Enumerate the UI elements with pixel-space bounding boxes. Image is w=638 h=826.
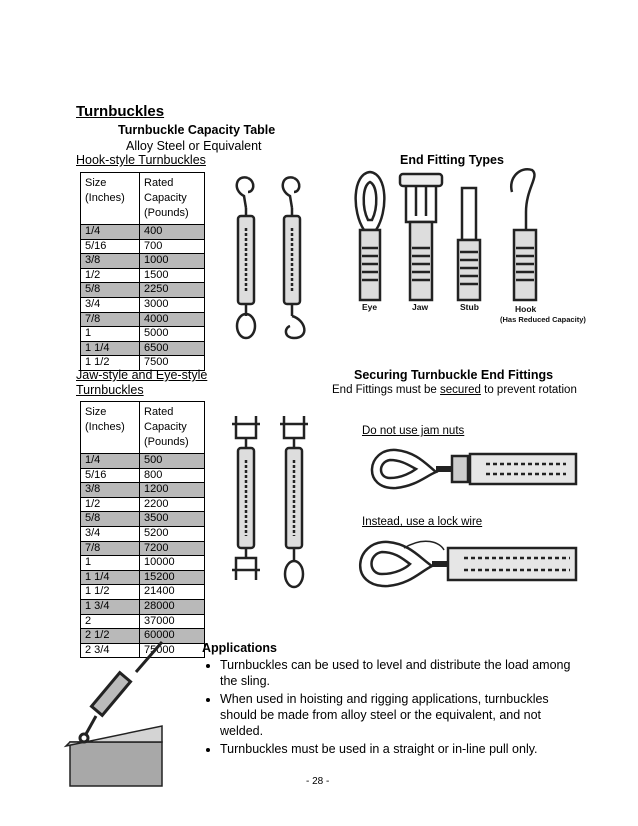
- page-title: Turnbuckles: [76, 103, 165, 120]
- table-row: [81, 225, 205, 240]
- capacity-cell: 37000: [140, 614, 205, 629]
- end-fitting-types-illustration: [340, 168, 586, 336]
- table-row: [81, 585, 205, 600]
- size-cell: 2 3/4: [81, 643, 140, 658]
- capacity-cell: 1500: [140, 268, 205, 283]
- jaw-section-label-line2: Turnbuckles: [76, 383, 144, 397]
- table-row: [81, 541, 205, 556]
- capacity-column-header: Rated Capacity (Pounds): [140, 402, 205, 454]
- capacity-cell: 2200: [140, 497, 205, 512]
- capacity-cell: 1200: [140, 483, 205, 498]
- hook-note: (Has Reduced Capacity): [500, 315, 586, 324]
- capacity-cell: 400: [140, 225, 205, 240]
- end-fitting-types-heading: End Fitting Types: [400, 153, 504, 167]
- table-row: [81, 556, 205, 571]
- table-subtitle: Alloy Steel or Equivalent: [126, 139, 262, 153]
- capacity-cell: 21400: [140, 585, 205, 600]
- securing-note-emph: secured: [440, 384, 481, 396]
- table-row: [81, 254, 205, 269]
- application-item: • Turnbuckles can be used to level and distribute the load among the sling.: [220, 657, 580, 689]
- securing-note-after: to prevent rotation: [480, 384, 577, 396]
- size-cell: 1 3/4: [81, 599, 140, 614]
- capacity-cell: 500: [140, 454, 205, 469]
- application-item: • When used in hoisting and rigging applications, turnbuckles should be made from alloy steel or the equivalent, and not welded.: [220, 691, 580, 739]
- size-cell: 1/2: [81, 268, 140, 283]
- capacity-cell: 10000: [140, 556, 205, 571]
- jaw-section-label-line1: Jaw-style and Eye-style: [76, 368, 208, 382]
- size-cell: 3/4: [81, 297, 140, 312]
- size-column-header: Size (Inches): [81, 402, 140, 454]
- table-row: [81, 526, 205, 541]
- table-row: [81, 483, 205, 498]
- size-cell: 1 1/4: [81, 341, 140, 356]
- size-cell: 1 1/4: [81, 570, 140, 585]
- size-cell: 3/4: [81, 526, 140, 541]
- capacity-cell: 3000: [140, 297, 205, 312]
- application-item: • Turnbuckles must be used in a straight or in-line pull only.: [220, 741, 580, 757]
- page-number: - 28 -: [306, 776, 330, 787]
- capacity-cell: 3500: [140, 512, 205, 527]
- size-cell: 7/8: [81, 541, 140, 556]
- jaw-eye-turnbuckles-illustration: [222, 408, 330, 608]
- size-cell: 5/16: [81, 239, 140, 254]
- stub-label: Stub: [460, 302, 479, 312]
- jam-nut-illustration: [356, 440, 576, 500]
- table-row: [81, 512, 205, 527]
- table-row: [81, 341, 205, 356]
- capacity-cell: 60000: [140, 629, 205, 644]
- eye-label: Eye: [362, 302, 378, 312]
- capacity-cell: 2250: [140, 283, 205, 298]
- lock-wire-illustration: [344, 532, 576, 598]
- jaw-capacity-table: [80, 401, 205, 658]
- size-cell: 1/4: [81, 225, 140, 240]
- capacity-cell: 15200: [140, 570, 205, 585]
- hook-section-label: Hook-style Turnbuckles: [76, 153, 206, 167]
- size-cell: 2 1/2: [81, 629, 140, 644]
- size-cell: 2: [81, 614, 140, 629]
- size-cell: 5/16: [81, 468, 140, 483]
- securing-heading: Securing Turnbuckle End Fittings: [354, 368, 554, 382]
- table-row: [81, 327, 205, 342]
- hook-turnbuckles-illustration: [222, 168, 330, 343]
- capacity-cell: 7500: [140, 356, 205, 371]
- jaw-section-label: [76, 368, 207, 398]
- table-header-row: [81, 173, 205, 225]
- size-cell: 1: [81, 327, 140, 342]
- table-row: [81, 268, 205, 283]
- applications-illustration: [66, 642, 166, 788]
- capacity-column-header: Rated Capacity (Pounds): [140, 173, 205, 225]
- capacity-cell: 75000: [140, 643, 205, 658]
- table-row: [81, 312, 205, 327]
- table-row: [81, 614, 205, 629]
- securing-note-before: End Fittings must be: [332, 384, 441, 396]
- securing-note: [332, 384, 577, 396]
- table-row: [81, 297, 205, 312]
- hook-label: Hook: [515, 304, 537, 314]
- table-row: [81, 454, 205, 469]
- capacity-cell: 1000: [140, 254, 205, 269]
- size-cell: 3/8: [81, 483, 140, 498]
- applications-list: [202, 657, 580, 759]
- size-column-header: Size (Inches): [81, 173, 140, 225]
- size-cell: 1/2: [81, 497, 140, 512]
- table-row: [81, 497, 205, 512]
- lock-wire-caption: Instead, use a lock wire: [362, 516, 483, 528]
- applications-heading: Applications: [202, 641, 278, 655]
- capacity-cell: 5200: [140, 526, 205, 541]
- size-cell: 1 1/2: [81, 585, 140, 600]
- table-row: [81, 570, 205, 585]
- capacity-cell: 700: [140, 239, 205, 254]
- capacity-cell: 28000: [140, 599, 205, 614]
- size-cell: 5/8: [81, 283, 140, 298]
- table-row: [81, 239, 205, 254]
- table-row: [81, 468, 205, 483]
- size-cell: 3/8: [81, 254, 140, 269]
- table-header-row: [81, 402, 205, 454]
- size-cell: 7/8: [81, 312, 140, 327]
- table-title: Turnbuckle Capacity Table: [118, 123, 276, 137]
- capacity-cell: 4000: [140, 312, 205, 327]
- jaw-label: Jaw: [412, 302, 429, 312]
- jam-nut-caption: Do not use jam nuts: [362, 425, 465, 437]
- size-cell: 1/4: [81, 454, 140, 469]
- capacity-cell: 800: [140, 468, 205, 483]
- size-cell: 5/8: [81, 512, 140, 527]
- hook-capacity-table: [80, 172, 205, 371]
- size-cell: 1: [81, 556, 140, 571]
- capacity-cell: 6500: [140, 341, 205, 356]
- capacity-cell: 5000: [140, 327, 205, 342]
- size-cell: 1 1/2: [81, 356, 140, 371]
- table-row: [81, 283, 205, 298]
- capacity-cell: 7200: [140, 541, 205, 556]
- table-row: [81, 599, 205, 614]
